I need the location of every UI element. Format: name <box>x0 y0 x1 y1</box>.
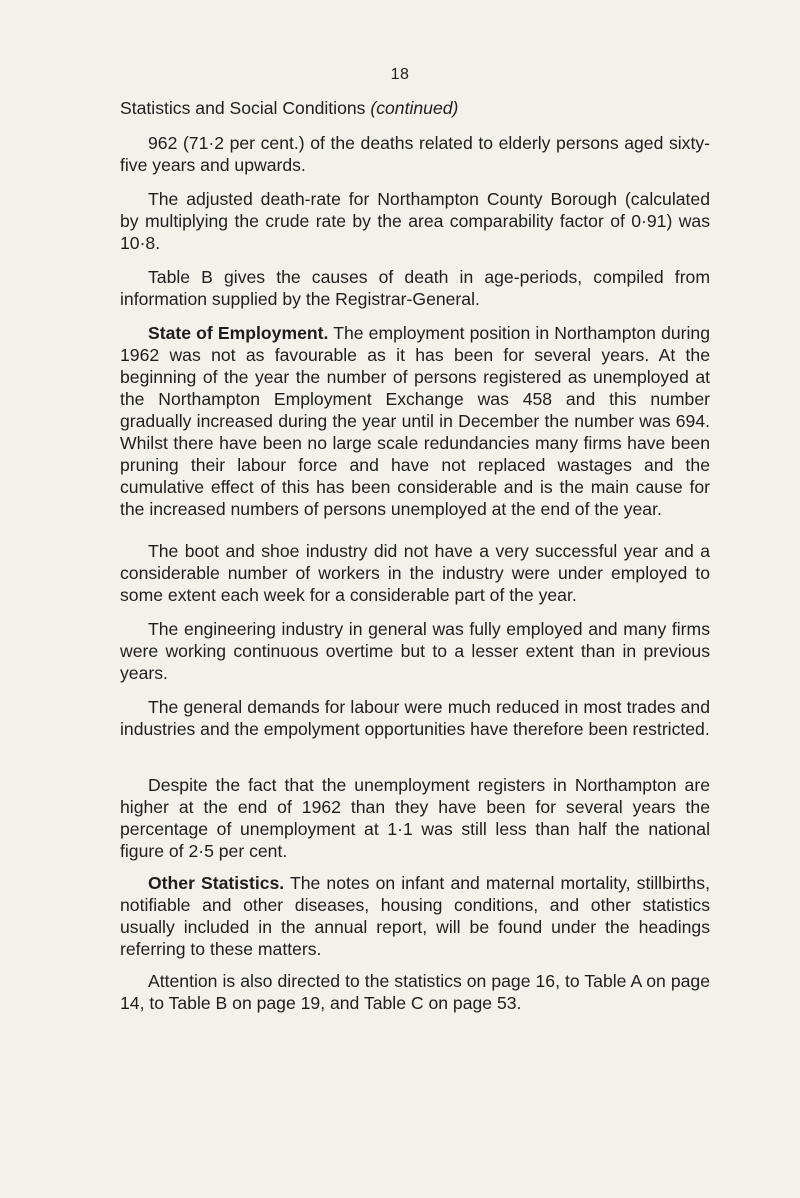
paragraph-labour-demands: The general demands for labour were much reduced in most trades and industries and the empolyment opportunities have therefore been restricted. <box>120 697 710 739</box>
paragraph-unemployment-registers: Despite the fact that the unemployment registers in Northampton are higher at the end of 1962 than they have been for several years the percentage of unemployment at 1·1 was still less than half the national figure of 2·5 per cent. <box>120 775 710 861</box>
employment-text: The employment position in Northampton during 1962 was not as favourable as it has been for several years. At the beginning of the year the number of persons registered as unemployed at the Northampton Employment Exchange was 458 and this number gradually increased during the year until in December the number was 694. Whilst there have been no large scale redundancies many firms have been pruning their labour force and have not replaced wastages and the cumulative effect of this has been considerable and is the main cause for the increased numbers of persons unemployed at the end of the year. <box>120 323 710 519</box>
heading-text: Statistics and Social Conditions <box>120 98 366 118</box>
paragraph-engineering: The engineering industry in general was fully employed and many firms were working continuous overtime but to a lesser extent than in previous years. <box>120 619 710 683</box>
paragraph-other-statistics <box>120 872 710 960</box>
paragraph-boot-and-shoe: The boot and shoe industry did not have a very successful year and a considerable number of workers in the industry were under employed to some extent each week for a considerable part of the year. <box>120 541 710 605</box>
paragraph-adjusted-death-rate: The adjusted death-rate for Northampton County Borough (calculated by multiplying the crude rate by the area comparability factor of 0·91) was 10·8. <box>120 189 710 253</box>
paragraph-elderly-deaths: 962 (71·2 per cent.) of the deaths related to elderly persons aged sixty-five years and upwards. <box>120 133 710 175</box>
paragraph-attention: Attention is also directed to the statistics on page 16, to Table A on page 14, to Table B on page 19, and Table C on page 53. <box>120 971 710 1013</box>
section-heading <box>120 98 458 119</box>
heading-suffix: (continued) <box>370 98 459 118</box>
employment-title: State of Employment. <box>148 323 329 343</box>
other-statistics-text: The notes on infant and maternal mortality, stillbirths, notifiable and other diseases, housing conditions, and other statistics usually included in the annual report, will be found under the headings referring to these matters. <box>120 873 710 959</box>
paragraph-table-b: Table B gives the causes of death in age-periods, compiled from information supplied by the Registrar-General. <box>120 267 710 309</box>
paragraph-state-of-employment <box>120 322 710 520</box>
other-statistics-title: Other Statistics. <box>148 873 285 893</box>
page-number: 18 <box>390 66 410 83</box>
